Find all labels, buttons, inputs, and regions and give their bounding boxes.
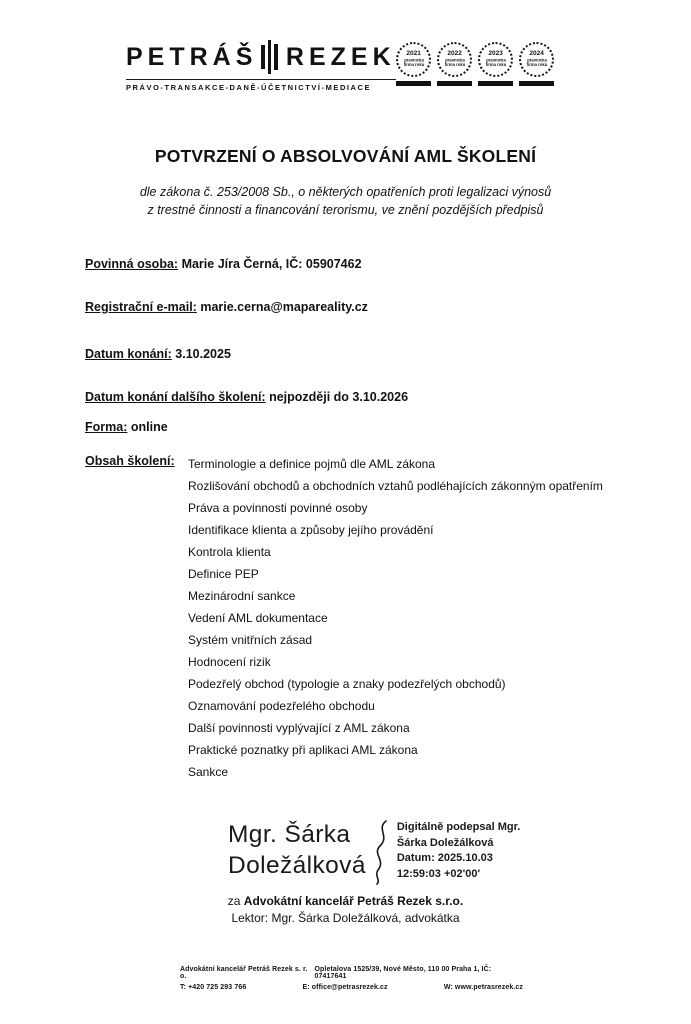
field-value: marie.cerna@mapareality.cz [200,300,368,314]
field-datum-dalsiho-skoleni [85,389,661,405]
laurel-badge-icon: 2021 právnická firma roku [396,42,431,77]
training-content [0,453,691,783]
field-datum-konani [85,346,661,362]
badge-bar [396,81,431,86]
footer-company: Advokátní kancelář Petráš Rezek s. r. o. [180,966,308,980]
footer-row-1 [180,966,523,980]
award-badge-2022 [437,42,473,86]
logo-bars-icon [261,40,278,74]
logo-name-left: PETRÁŠ [126,42,258,71]
list-item: Podezřelý obchod (typologie a znaky podezřelých obchodů) [188,677,506,691]
on-behalf-line: za Advokátní kancelář Petráš Rezek s.r.o. [227,894,464,908]
list-item: Hodnocení rizik [188,655,271,669]
list-item: Terminologie a definice pojmů dle AML zákona [188,457,436,471]
lecturer-line: Lektor: Mgr. Šárka Doležálková, advokátka [231,911,460,925]
footer-address: Opletalova 1525/39, Nové Město, 110 00 Praha 1, IČ: 07417641 [314,966,492,980]
badge-bar [478,81,513,86]
logo-name [126,40,396,74]
list-item: Praktické poznatky při aplikaci AML zákona [188,743,418,757]
page-title: POTVRZENÍ O ABSOLVOVÁNÍ AML ŠKOLENÍ [154,146,537,166]
footer-row-2 [180,984,523,991]
digital-signature [228,819,691,885]
field-povinna-osoba [85,256,661,272]
laurel-badge-icon: 2023 právnická firma roku [478,42,513,77]
footer-web: W: www.petrasrezek.cz [443,984,523,991]
page-subtitle [0,184,691,219]
signature-squiggle-icon [368,819,394,885]
logo [126,40,396,92]
signature-name: Mgr. Šárka Doležálková [228,821,366,879]
field-value: online [130,420,168,434]
header [0,0,691,92]
list-item: Oznamování podezřelého obchodu [188,699,375,713]
field-label: Registrační e-mail: [85,300,197,314]
list-item: Definice PEP [188,567,259,581]
content-label: Obsah školení: [85,454,175,468]
signature-details: Digitálně podepsal Mgr. Šárka Doležálková Datum: 2025.10.03 12:59:03 +02'00' [396,821,521,880]
field-value: 3.10.2025 [175,347,231,361]
footer-phone: T: +420 725 293 766 [180,984,247,991]
award-badge-2024 [519,42,555,86]
field-label: Povinná osoba: [85,257,179,271]
award-badge-2021 [396,42,432,86]
award-badges [396,40,555,86]
badge-bar [437,81,472,86]
logo-divider [126,79,396,80]
field-registracni-email [85,299,661,315]
list-item: Další povinnosti vyplývající z AML zákona [188,721,410,735]
field-label: Datum konání dalšího školení: [85,390,266,404]
list-item: Rozlišování obchodů a obchodních vztahů podléhajících zákonným opatřením [188,479,603,493]
list-item: Práva a povinnosti povinné osoby [188,501,368,515]
company-name: Advokátní kancelář Petráš Rezek s.r.o. [243,894,464,908]
fields [0,256,691,435]
logo-name-right: REZEK [285,42,396,71]
list-item: Vedení AML dokumentace [188,611,328,625]
field-value: nejpozději do 3.10.2026 [269,390,409,404]
laurel-badge-icon: 2024 právnická firma roku [519,42,554,77]
badge-bar [519,81,554,86]
footer [180,966,523,991]
content-list [188,453,603,783]
field-label: Datum konání: [85,347,172,361]
logo-tagline: PRÁVO-TRANSAKCE-DANĚ-ÚČETNICTVÍ-MEDIACE [126,83,372,92]
list-item: Sankce [188,765,229,779]
subtitle-line-2: z trestné činnosti a financování terorismu, ve znění pozdějších předpisů [147,202,544,217]
field-value: Marie Jíra Černá, IČ: 05907462 [181,257,362,271]
list-item: Mezinárodní sankce [188,589,296,603]
list-item: Kontrola klienta [188,545,271,559]
award-badge-2023 [478,42,514,86]
list-item: Systém vnitřních zásad [188,633,313,647]
laurel-badge-icon: 2022 právnická firma roku [437,42,472,77]
field-forma [85,419,661,435]
field-label: Forma: [85,420,128,434]
list-item: Identifikace klienta a způsoby jejího provádění [188,523,434,537]
subtitle-line-1: dle zákona č. 253/2008 Sb., o některých opatřeních proti legalizaci výnosů [139,185,552,199]
footer-email: E: office@petrasrezek.cz [302,984,388,991]
